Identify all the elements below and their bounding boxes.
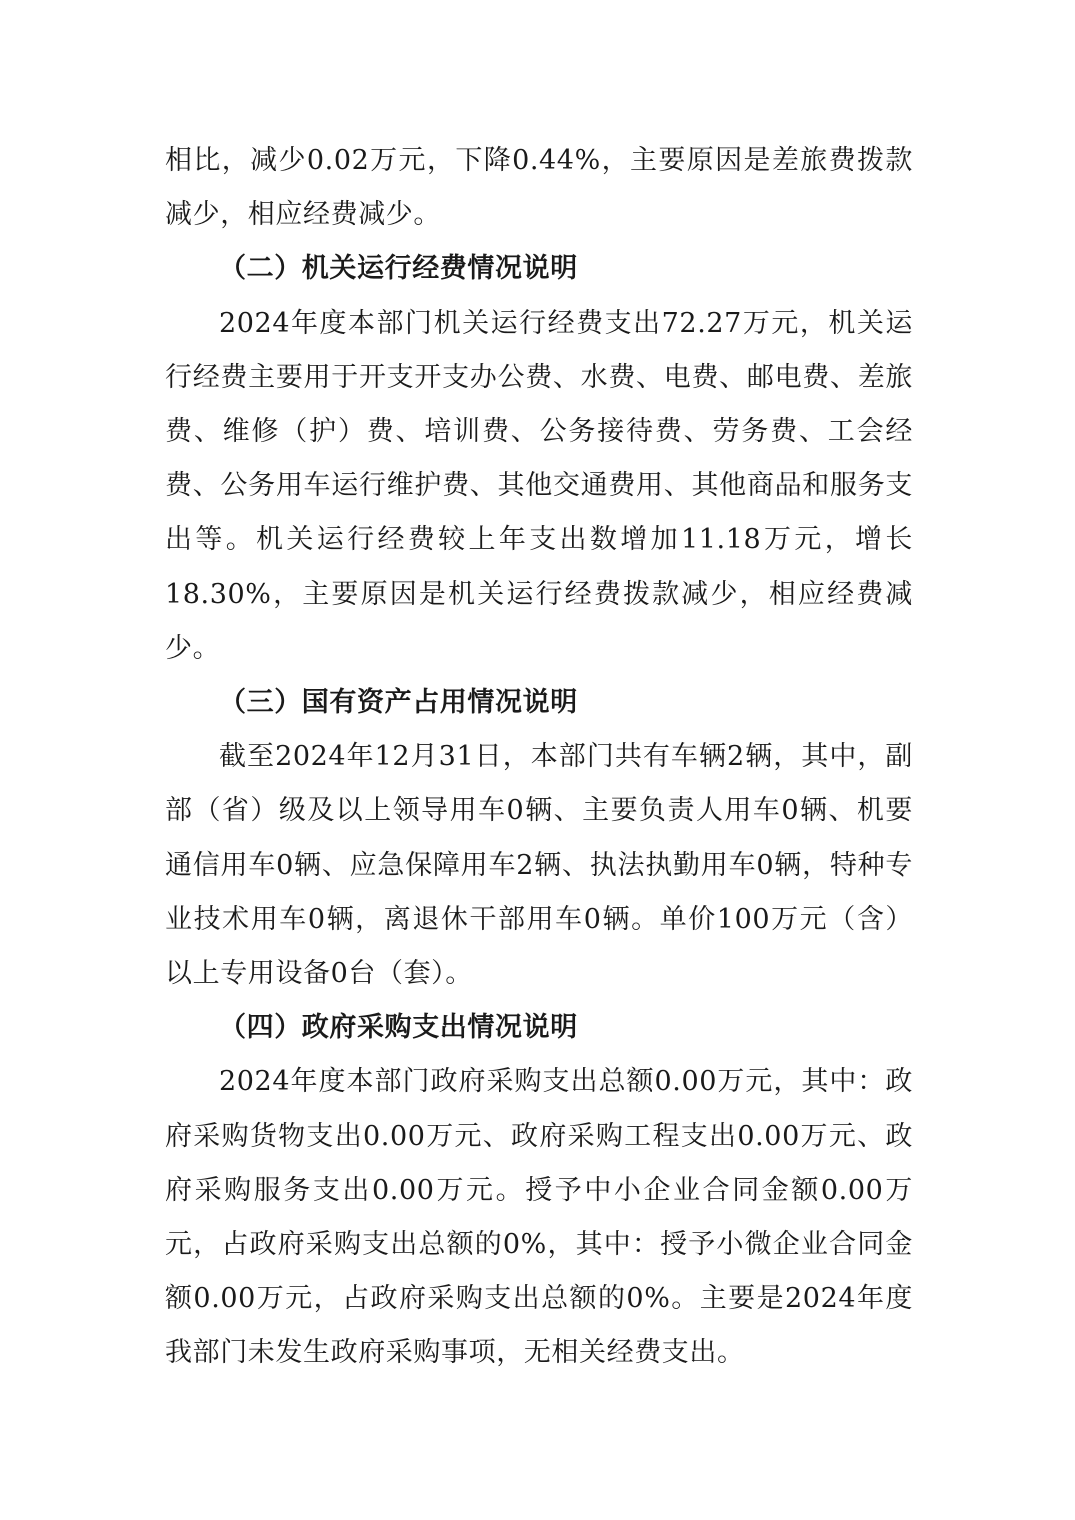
section-heading-state-assets: （三）国有资产占用情况说明 — [219, 687, 578, 719]
section-paragraph-operating-expenses: 2024年度本部门机关运行经费支出72.27万元，机关运行经费主要用于开支开支办公费、水费、电费、邮电费、差旅费、维修（护）费、培训费、公务接待费、劳务费、工会经费、公务用车运行维护费、其他交通费用、其他商品和服务支出等。机关运行经费较上年支出数增加11.18万元，增长18.30%，主要原因是机关运行经费拨款减少，相应经费减少。 — [165, 307, 913, 664]
section-paragraph-state-assets: 截至2024年12月31日，本部门共有车辆2辆，其中，副部（省）级及以上领导用车0辆、主要负责人用车0辆、机要通信用车0辆、应急保障用车2辆、执法执勤用车0辆，特种专业技术用车0辆，离退休干部用车0辆。单价100万元（含）以上专用设备0台（套）。 — [165, 741, 913, 990]
section-heading-government-procurement: （四）政府采购支出情况说明 — [219, 1012, 578, 1044]
intro-paragraph: 相比，减少0.02万元，下降0.44%，主要原因是差旅费拨款减少，相应经费减少。 — [165, 145, 913, 231]
section-paragraph-government-procurement: 2024年度本部门政府采购支出总额0.00万元，其中：政府采购货物支出0.00万元、政府采购工程支出0.00万元、政府采购服务支出0.00万元。授予中小企业合同金额0.00万元，占政府采购支出总额的0%，其中：授予小微企业合同金额0.00万元，占政府采购支出总额的0%。主要是2024年度我部门未发生政府采购事项，无相关经费支出。 — [165, 1066, 913, 1369]
section-heading-operating-expenses: （二）机关运行经费情况说明 — [219, 253, 578, 285]
document-body — [165, 134, 913, 1381]
